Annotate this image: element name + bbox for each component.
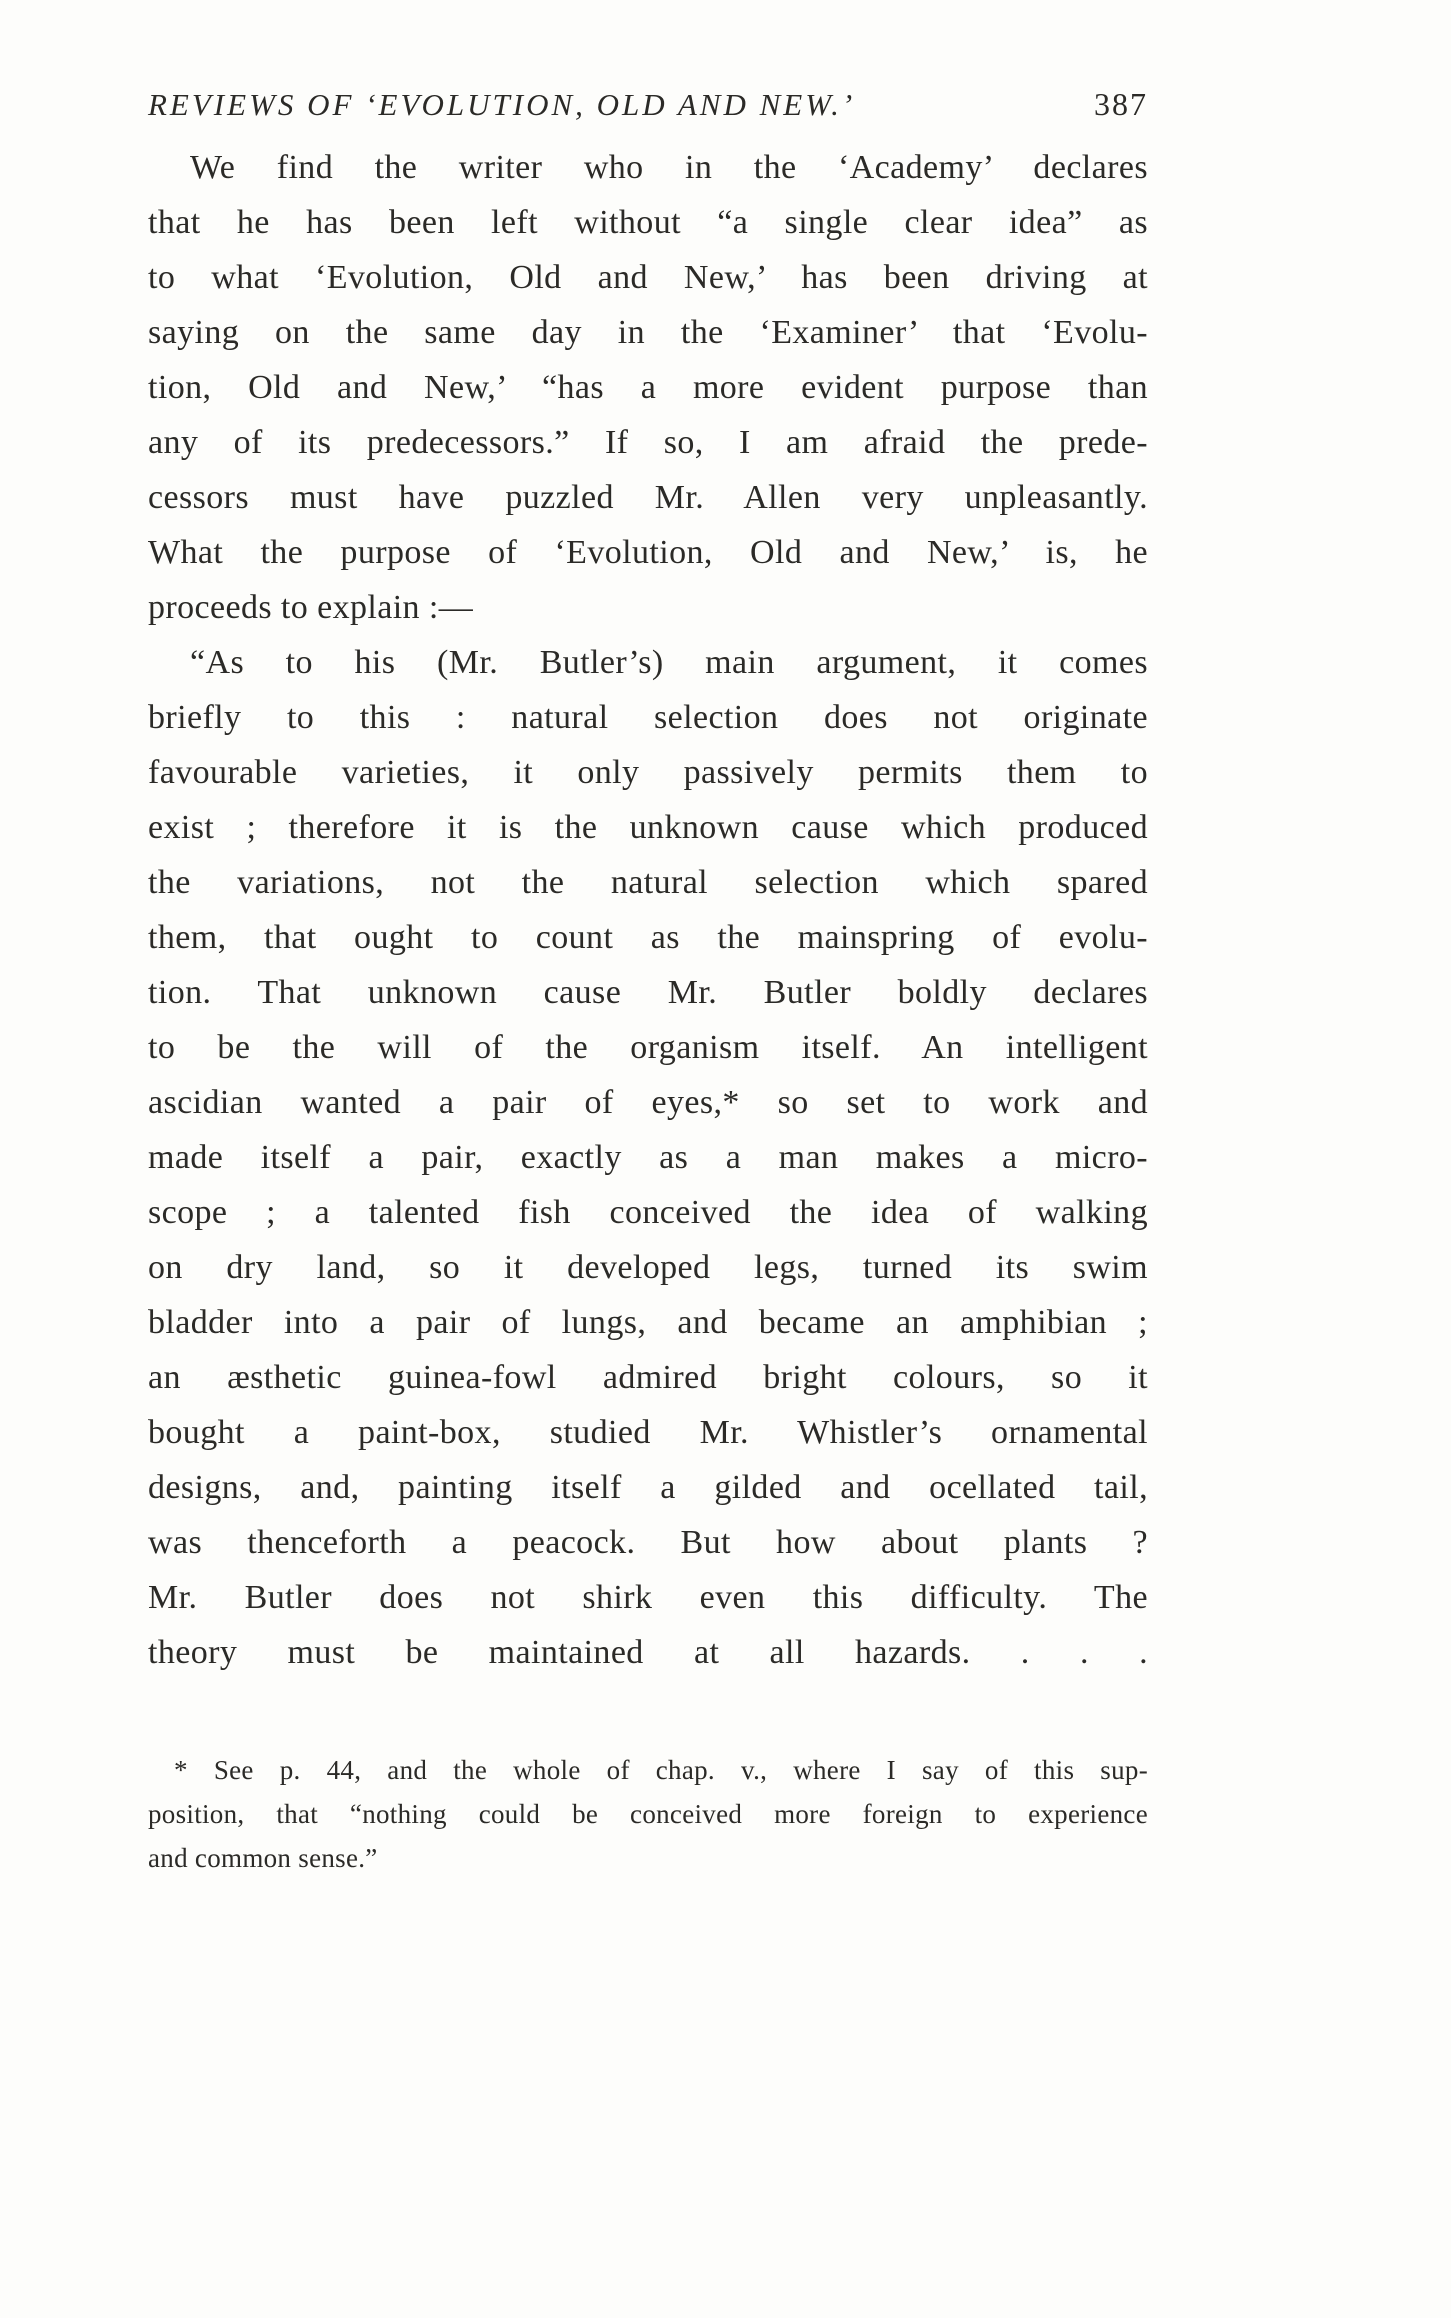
text-line: exist ; therefore it is the unknown cause which produced [148, 809, 1148, 846]
text-line: ascidian wanted a pair of eyes,* so set to work and [148, 1084, 1148, 1121]
text-line: bladder into a pair of lungs, and became an amphibian ; [148, 1304, 1148, 1341]
text-line: theory must be maintained at all hazards. . . . [148, 1634, 1148, 1671]
text-line: bought a paint-box, studied Mr. Whistler’s ornamental [148, 1414, 1148, 1451]
running-title: REVIEWS OF ‘EVOLUTION, OLD AND NEW.’ [148, 87, 856, 122]
page-number: 387 [1094, 86, 1148, 122]
text-line: an æsthetic guinea-fowl admired bright colours, so it [148, 1359, 1148, 1396]
text-line: tion, Old and New,’ “has a more evident purpose than [148, 369, 1148, 406]
text-line: to be the will of the organism itself. An intelligent [148, 1029, 1148, 1066]
footnote-line: and common sense.” [148, 1843, 378, 1873]
body-text [148, 140, 1148, 1680]
text-line: cessors must have puzzled Mr. Allen very unpleasantly. [148, 479, 1148, 516]
paragraph [148, 140, 1148, 635]
text-line: tion. That unknown cause Mr. Butler boldly declares [148, 974, 1148, 1011]
text-line: “As to his (Mr. Butler’s) main argument, it comes [190, 644, 1148, 681]
footnote [148, 1748, 1148, 1880]
text-line: them, that ought to count as the mainspring of evolu- [148, 919, 1148, 956]
text-line: that he has been left without “a single clear idea” as [148, 204, 1148, 241]
running-head [148, 86, 1148, 123]
text-line: What the purpose of ‘Evolution, Old and New,’ is, he [148, 534, 1148, 571]
text-line: favourable varieties, it only passively permits them to [148, 754, 1148, 791]
text-line: briefly to this : natural selection does not originate [148, 699, 1148, 736]
text-line: made itself a pair, exactly as a man makes a micro- [148, 1139, 1148, 1176]
text-line: any of its predecessors.” If so, I am afraid the prede- [148, 424, 1148, 461]
text-line: saying on the same day in the ‘Examiner’ that ‘Evolu- [148, 314, 1148, 351]
text-line: We find the writer who in the ‘Academy’ declares [190, 149, 1148, 186]
footnote-line: * See p. 44, and the whole of chap. v., where I say of this sup- [174, 1755, 1148, 1785]
text-line: was thenceforth a peacock. But how about plants ? [148, 1524, 1148, 1561]
text-line: the variations, not the natural selection which spared [148, 864, 1148, 901]
footnote-line: position, that “nothing could be conceived more foreign to experience [148, 1799, 1148, 1829]
paragraph [148, 635, 1148, 1680]
text-line: to what ‘Evolution, Old and New,’ has been driving at [148, 259, 1148, 296]
text-line: scope ; a talented fish conceived the idea of walking [148, 1194, 1148, 1231]
text-line: Mr. Butler does not shirk even this difficulty. The [148, 1579, 1148, 1616]
text-line: proceeds to explain :— [148, 589, 474, 626]
text-line: designs, and, painting itself a gilded and ocellated tail, [148, 1469, 1148, 1506]
text-line: on dry land, so it developed legs, turned its swim [148, 1249, 1148, 1286]
